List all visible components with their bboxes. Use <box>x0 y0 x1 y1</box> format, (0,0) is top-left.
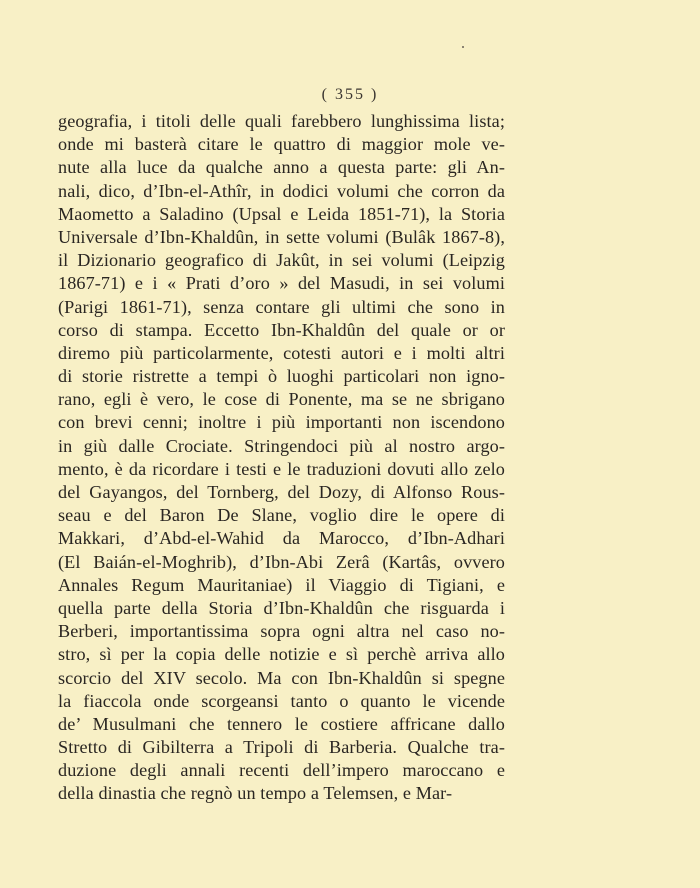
text-line: corso di stampa. Eccetto Ibn-Khaldûn del quale or or <box>58 319 505 340</box>
text-line: nute alla luce da qualche anno a questa parte: gli An- <box>58 157 505 178</box>
text-line: mento, è da ricordare i testi e le traduzioni dovuti allo zelo <box>58 458 505 479</box>
text-line: Berberi, importantissima sopra ogni altra nel caso no- <box>58 621 505 642</box>
text-line: in giù dalle Crociate. Stringendoci più al nostro argo- <box>58 435 505 456</box>
text-line: Universale d’Ibn-Khaldûn, in sette volumi (Bulâk 1867-8), <box>58 226 505 247</box>
text-line: diremo più particolarmente, cotesti autori e i molti altri <box>58 342 505 363</box>
text-line: Makkari, d’Abd-el-Wahid da Marocco, d’Ibn-Adhari <box>58 528 505 549</box>
body-text <box>58 110 505 806</box>
text-line: onde mi basterà citare le quattro di maggior mole ve- <box>58 134 505 155</box>
text-line: Stretto di Gibilterra a Tripoli di Barberia. Qualche tra- <box>58 737 505 758</box>
text-line: (El Baián-el-Moghrib), d’Ibn-Abi Zerâ (Kartâs, ovvero <box>58 551 505 572</box>
text-line: (Parigi 1861-71), senza contare gli ultimi che sono in <box>58 296 505 317</box>
text-line: di storie ristrette a tempi ò luoghi particolari non igno- <box>58 366 505 387</box>
text-line: il Dizionario geografico di Jakût, in sei volumi (Leipzig <box>58 250 505 271</box>
text-line: de’ Musulmani che tennero le costiere affricane dallo <box>58 713 505 734</box>
text-line: geografia, i titoli delle quali farebbero lunghissima lista; <box>58 111 505 131</box>
text-line: della dinastia che regnò un tempo a Telemsen, e Mar- <box>58 783 453 804</box>
text-line: Maometto a Saladino (Upsal e Leida 1851-71), la Storia <box>58 203 505 224</box>
text-line: seau e del Baron De Slane, voglio dire le opere di <box>58 505 505 526</box>
page-number: ( 355 ) <box>321 86 379 103</box>
paper-speck <box>462 46 464 48</box>
text-line: quella parte della Storia d’Ibn-Khaldûn che risguarda i <box>58 597 505 618</box>
text-line: con brevi cenni; inoltre i più importanti non iscendono <box>58 412 505 433</box>
text-line: scorcio del XIV secolo. Ma con Ibn-Khaldûn si spegne <box>58 667 505 688</box>
text-line: stro, sì per la copia delle notizie e sì perchè arriva allo <box>58 644 505 665</box>
text-line: rano, egli è vero, le cose di Ponente, ma se ne sbrigano <box>58 389 505 410</box>
text-line: la fiaccola onde scorgeansi tanto o quanto le vicende <box>58 690 505 711</box>
text-line: duzione degli annali recenti dell’impero maroccano e <box>58 760 505 781</box>
text-line: del Gayangos, del Tornberg, del Dozy, di Alfonso Rous- <box>58 482 505 502</box>
text-line: nali, dico, d’Ibn-el-Athîr, in dodici volumi che corron da <box>58 180 505 201</box>
text-line: Annales Regum Mauritaniae) il Viaggio di Tigiani, e <box>58 574 505 595</box>
text-line: 1867-71) e i « Prati d’oro » del Masudi, in sei volumi <box>58 273 505 294</box>
